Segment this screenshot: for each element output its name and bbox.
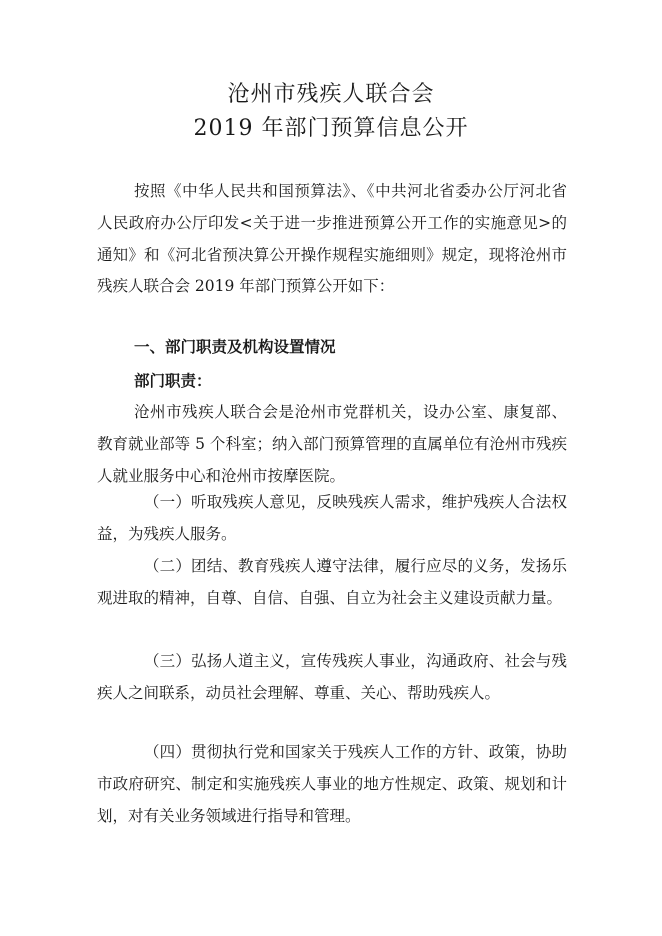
org-paragraph: 沧州市残疾人联合会是沧州市党群机关，设办公室、康复部、教育就业部等 5 个科室；纳入部门预算管理的直属单位有沧州市残疾人就业服务中心和沧州市按摩医院。 [97,403,567,485]
document-title-line2: 2019 年部门预算信息公开 [193,116,469,141]
section1-heading: 一、部门职责及机构设置情况 [134,338,336,356]
duties-heading: 部门职责： [134,372,212,390]
duty-item-2: （二）团结、教育残疾人遵守法律，履行应尽的义务，发扬乐观进取的精神，自尊、自信、自强、自立为社会主义建设贡献力量。 [97,557,567,607]
duty-item-1: （一）听取残疾人意见，反映残疾人需求，维护残疾人合法权益，为残疾人服务。 [97,493,567,543]
duty-item-3: （三）弘扬人道主义，宣传残疾人事业，沟通政府、社会与残疾人之间联系，动员社会理解、尊重、关心、帮助残疾人。 [97,652,567,702]
intro-paragraph: 按照《中华人民共和国预算法》、《中共河北省委办公厅河北省人民政府办公厅印发<关于进一步推进预算公开工作的实施意见>的通知》和《河北省预决算公开操作规程实施细则》规定，现将沧州市残疾人联合会 2019 年部门预算公开如下： [97,182,567,296]
duty-item-4: （四）贯彻执行党和国家关于残疾人工作的方针、政策，协助市政府研究、制定和实施残疾人事业的地方性规定、政策、规划和计划，对有关业务领域进行指导和管理。 [97,743,567,825]
document-title-line1: 沧州市残疾人联合会 [227,82,435,107]
